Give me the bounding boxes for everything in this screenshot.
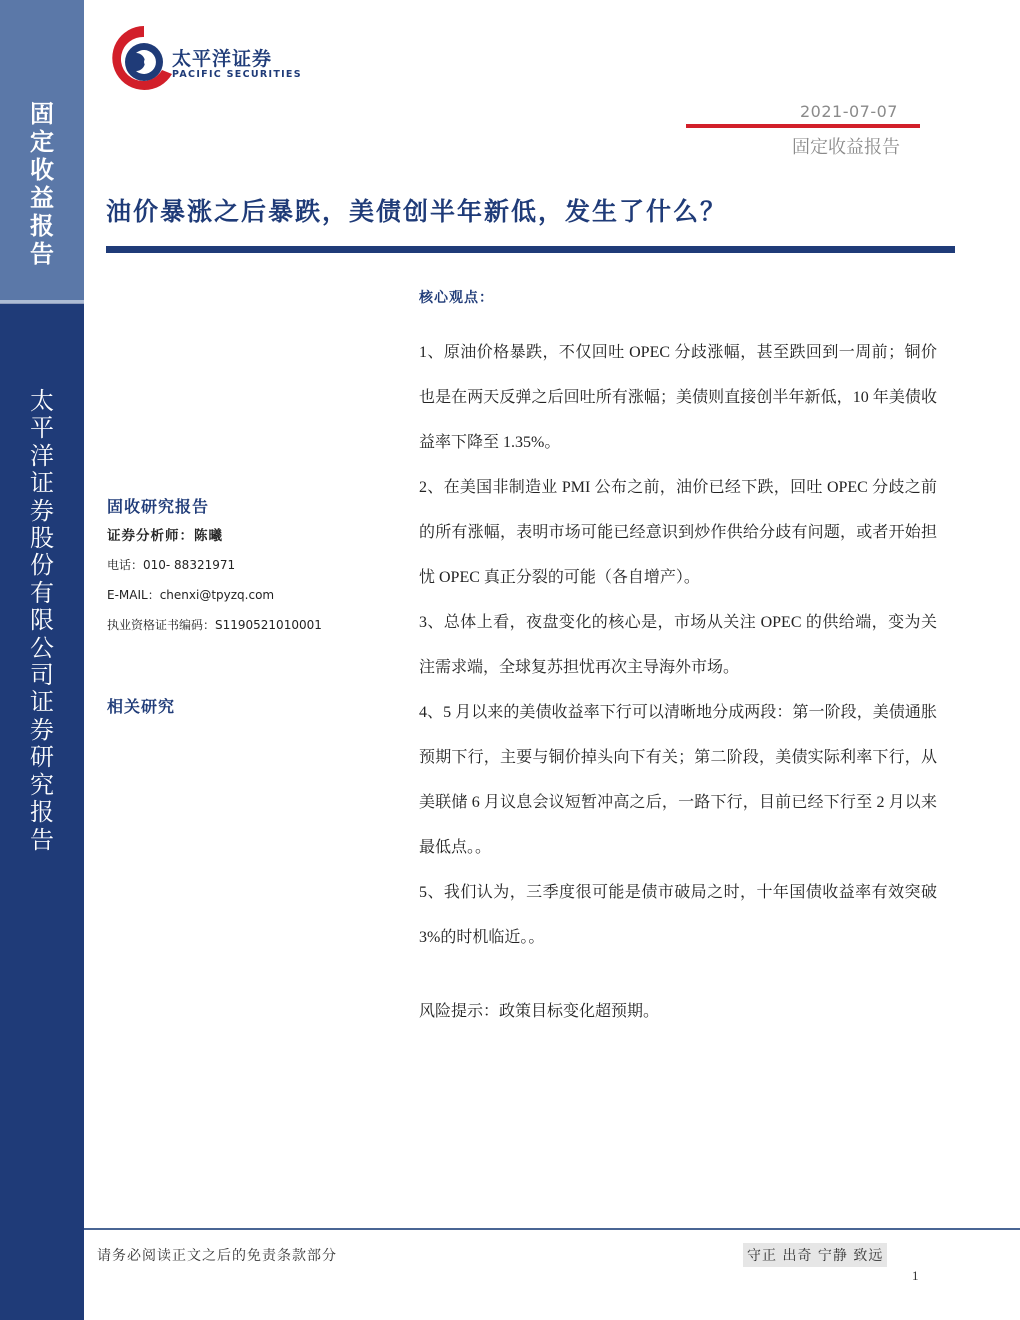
title-underline-bar xyxy=(106,246,955,253)
report-title: 油价暴涨之后暴跌，美债创半年新低，发生了什么？ xyxy=(106,197,728,226)
company-logo-icon xyxy=(106,20,180,100)
sidebar-divider xyxy=(0,300,84,304)
footer-motto: 守正 出奇 宁静 致远 xyxy=(743,1243,887,1267)
core-point: 2、在美国非制造业 PMI 公布之前，油价已经下跌，回吐 OPEC 分歧之前的所有涨幅，表明市场可能已经意识到炒作供给分歧有问题，或者开始担忧 OPEC 真正分裂的可能（各自增产）。 xyxy=(419,479,937,586)
logo-chinese-name: 太平洋证券 xyxy=(172,48,273,70)
core-point: 3、总体上看，夜盘变化的核心是，市场从关注 OPEC 的供给端，变为关注需求端，全球复苏担忧再次主导海外市场。 xyxy=(419,614,937,676)
footer-disclaimer: 请务必阅读正文之后的免责条款部分 xyxy=(97,1248,337,1264)
report-date: 2021-07-07 xyxy=(800,102,898,121)
risk-warning: 风险提示：政策目标变化超预期。 xyxy=(419,1003,660,1020)
core-point: 1、原油价格暴跌，不仅回吐 OPEC 分歧涨幅，甚至跌回到一周前；铜价也是在两天反弹之后回吐所有涨幅；美债则直接创半年新低，10 年美债收益率下降至 1.35%。 xyxy=(419,344,937,451)
logo-english-name: PACIFIC SECURITIES xyxy=(172,69,302,80)
analyst-license: 执业资格证书编码：S1190521010001 xyxy=(107,618,322,632)
header-accent-bar xyxy=(686,124,920,128)
analyst-phone: 电话：010- 88321971 xyxy=(107,558,236,572)
sidebar-category-text: 固 定 收 益 报 告 xyxy=(30,99,54,268)
sidebar-organization-text: 太 平 洋 证 券 股 份 有 限 公 司 证 券 研 究 报 告 xyxy=(30,387,54,854)
related-research-heading: 相关研究 xyxy=(107,697,176,716)
core-views-heading: 核心观点： xyxy=(419,290,494,306)
analyst-name: 证券分析师：陈曦 xyxy=(107,528,223,544)
footer-divider xyxy=(84,1228,1020,1230)
core-point: 5、我们认为，三季度很可能是债市破局之时，十年国债收益率有效突破 3%的时机临近。。 xyxy=(419,884,937,946)
page-number: 1 xyxy=(912,1268,919,1283)
core-views-body xyxy=(419,330,937,960)
report-type: 固定收益报告 xyxy=(792,137,900,158)
info-heading: 固收研究报告 xyxy=(107,497,210,516)
core-point: 4、5 月以来的美债收益率下行可以清晰地分成两段：第一阶段，美债通胀预期下行，主要与铜价掉头向下有关；第二阶段，美债实际利率下行，从美联储 6 月议息会议短暂冲高之后，一路下行，目前已经下行至 2 月以来最低点。。 xyxy=(419,704,937,856)
analyst-email: E-MAIL：chenxi@tpyzq.com xyxy=(107,588,275,602)
